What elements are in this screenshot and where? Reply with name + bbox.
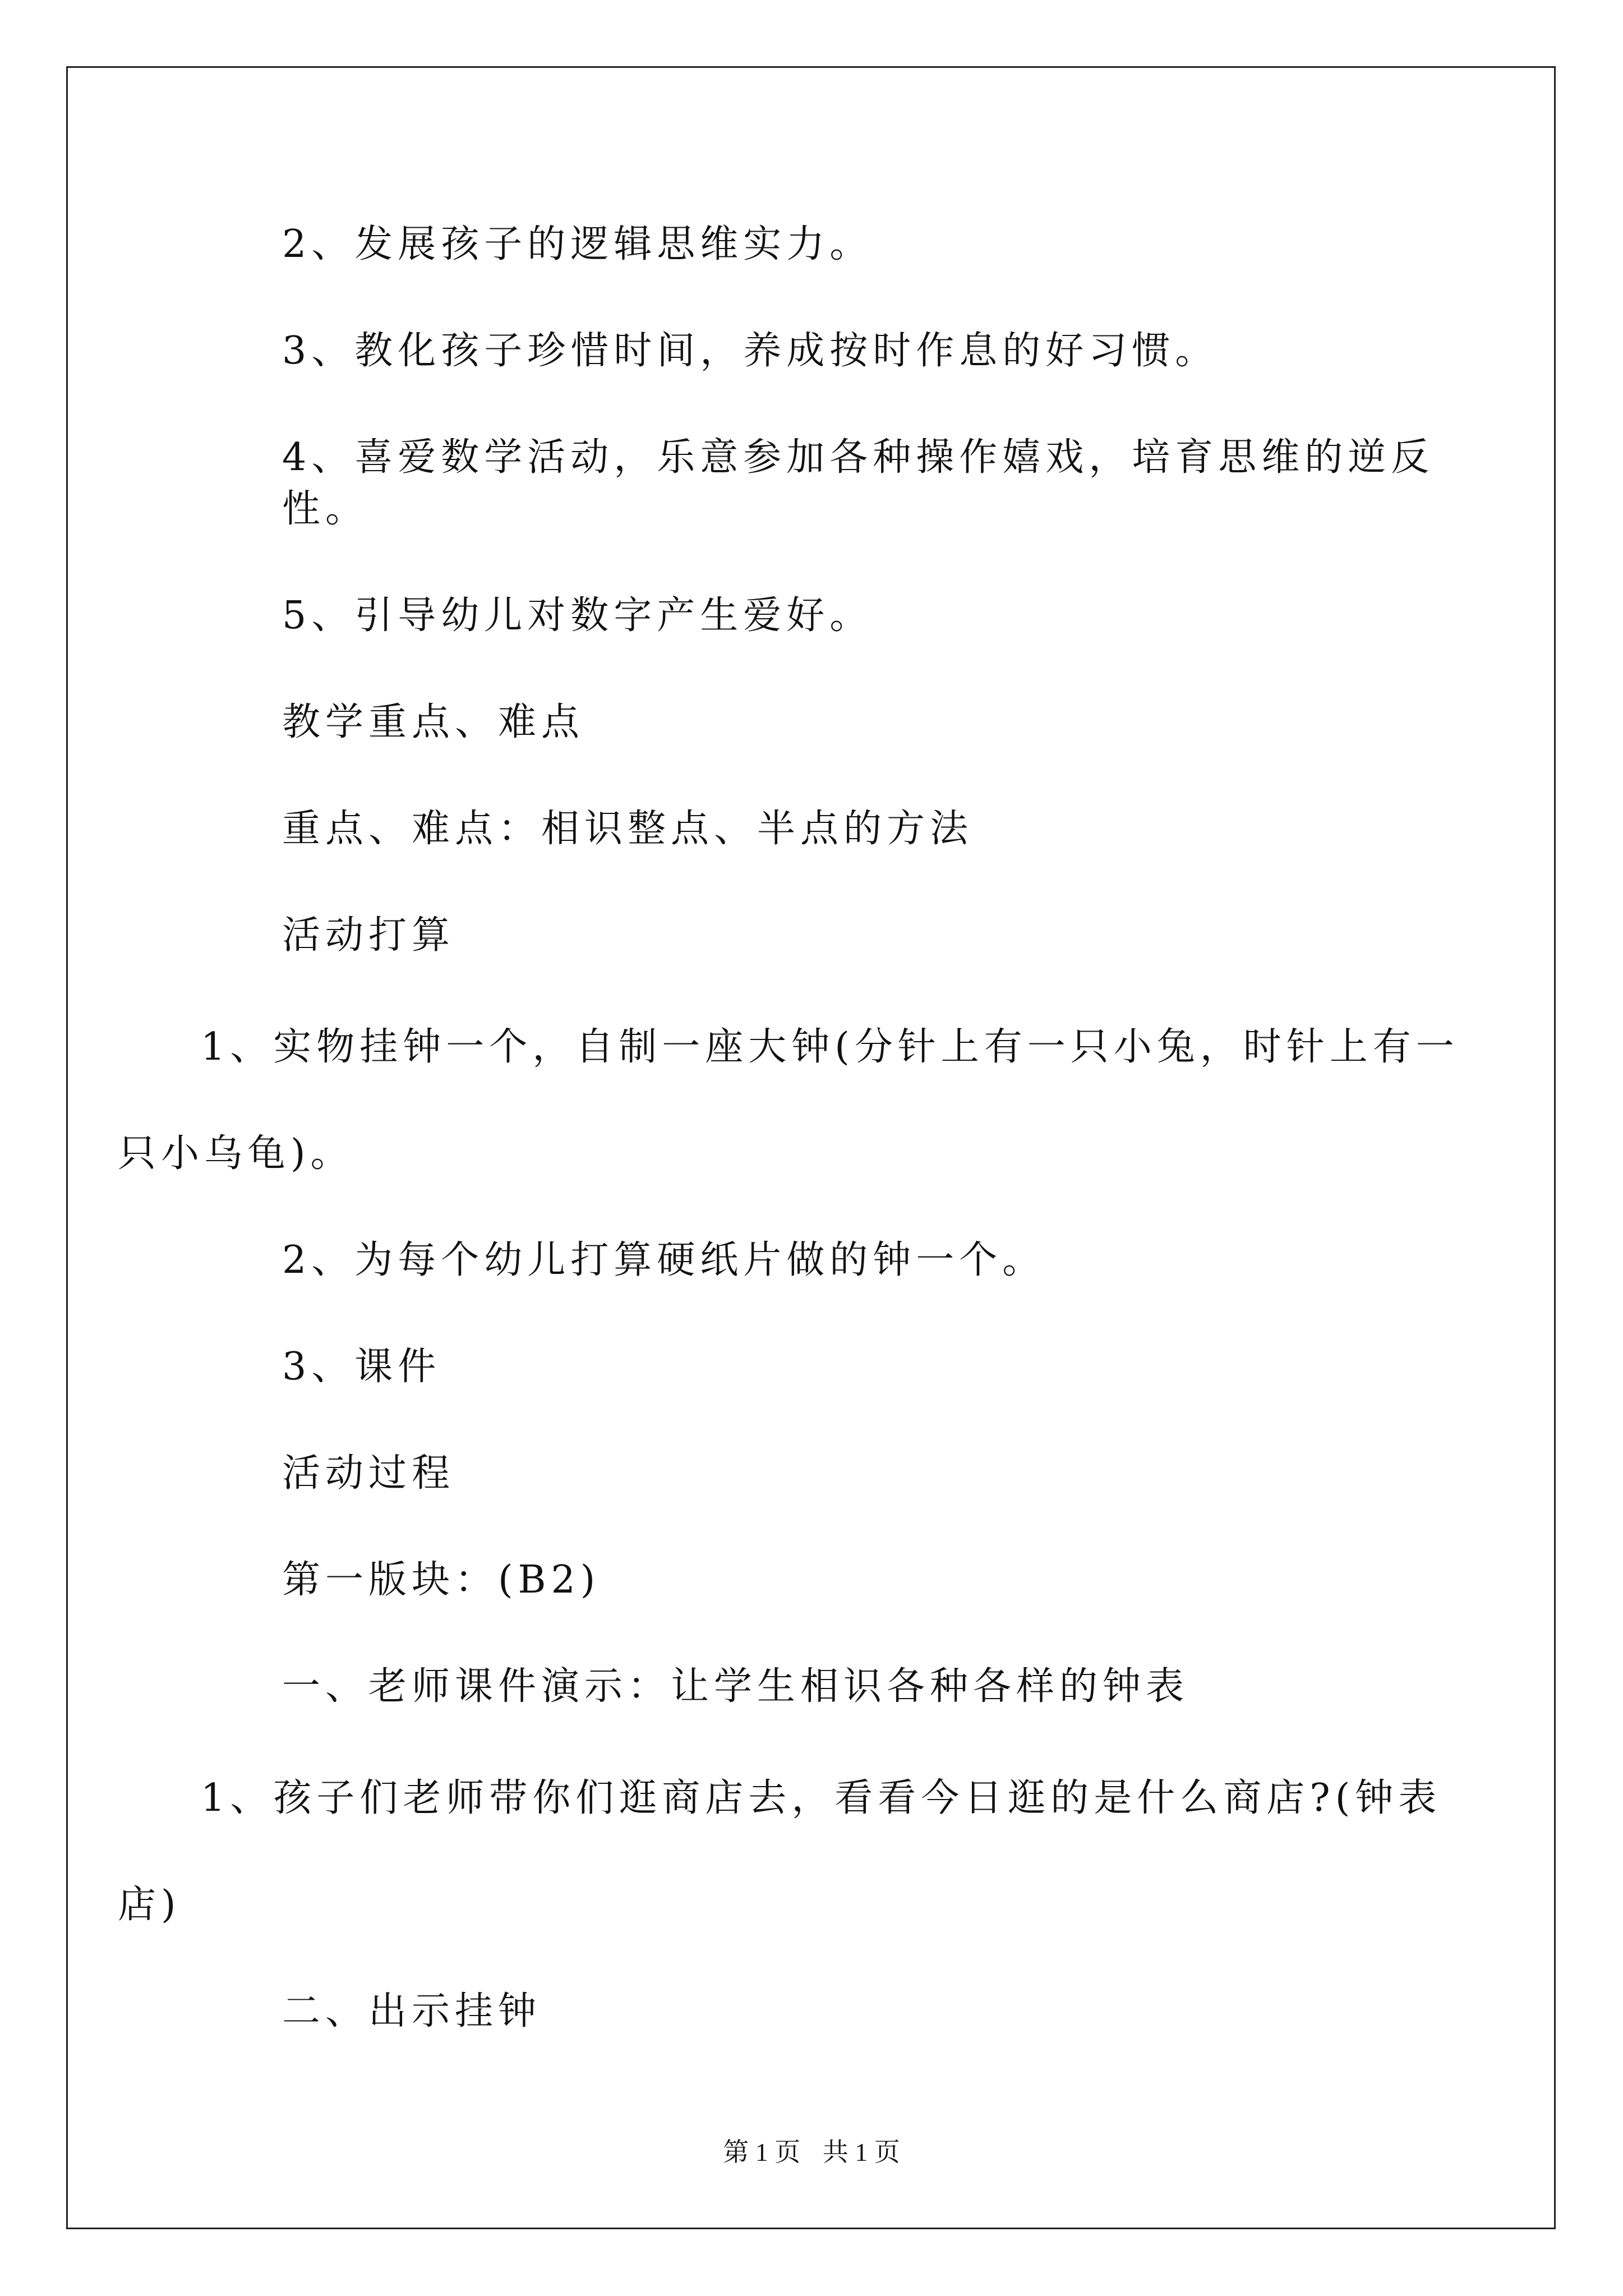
section-heading: 活动打算 — [282, 913, 455, 958]
section-heading: 第一版块：(B2) — [282, 1558, 601, 1602]
paragraph: 3、教化孩子珍惜时间，养成按时作息的好习惯。 — [282, 329, 1219, 373]
section-heading: 教学重点、难点 — [282, 700, 585, 744]
paragraph: 2、为每个幼儿打算硬纸片做的钟一个。 — [282, 1238, 1046, 1282]
document-body — [118, 219, 1467, 2092]
paragraph: 1、孩子们老师带你们逛商店去，看看今日逛的是什么商店?(钟表店) — [118, 1776, 1442, 1927]
paragraph: 2、发展孩子的逻辑思维实力。 — [282, 222, 873, 266]
page-footer — [0, 2132, 1623, 2169]
paragraph: 一、老师课件演示：让学生相识各种各样的钟表 — [282, 1664, 1189, 1709]
paragraph: 4、喜爱数学活动，乐意参加各种操作嬉戏，培育思维的逆反性。 — [282, 435, 1435, 531]
paragraph: 1、实物挂钟一个，自制一座大钟(分针上有一只小兔，时针上有一只小乌龟)。 — [118, 1025, 1459, 1176]
paragraph: 二、出示挂钟 — [282, 1989, 542, 2033]
section-heading: 活动过程 — [282, 1451, 455, 1496]
paragraph: 重点、难点：相识整点、半点的方法 — [282, 807, 974, 851]
page-number: 第 1 页 — [723, 2138, 801, 2166]
paragraph: 3、课件 — [282, 1345, 441, 1389]
paragraph: 5、引导幼儿对数字产生爱好。 — [282, 593, 873, 638]
page-total: 共 1 页 — [822, 2138, 900, 2166]
